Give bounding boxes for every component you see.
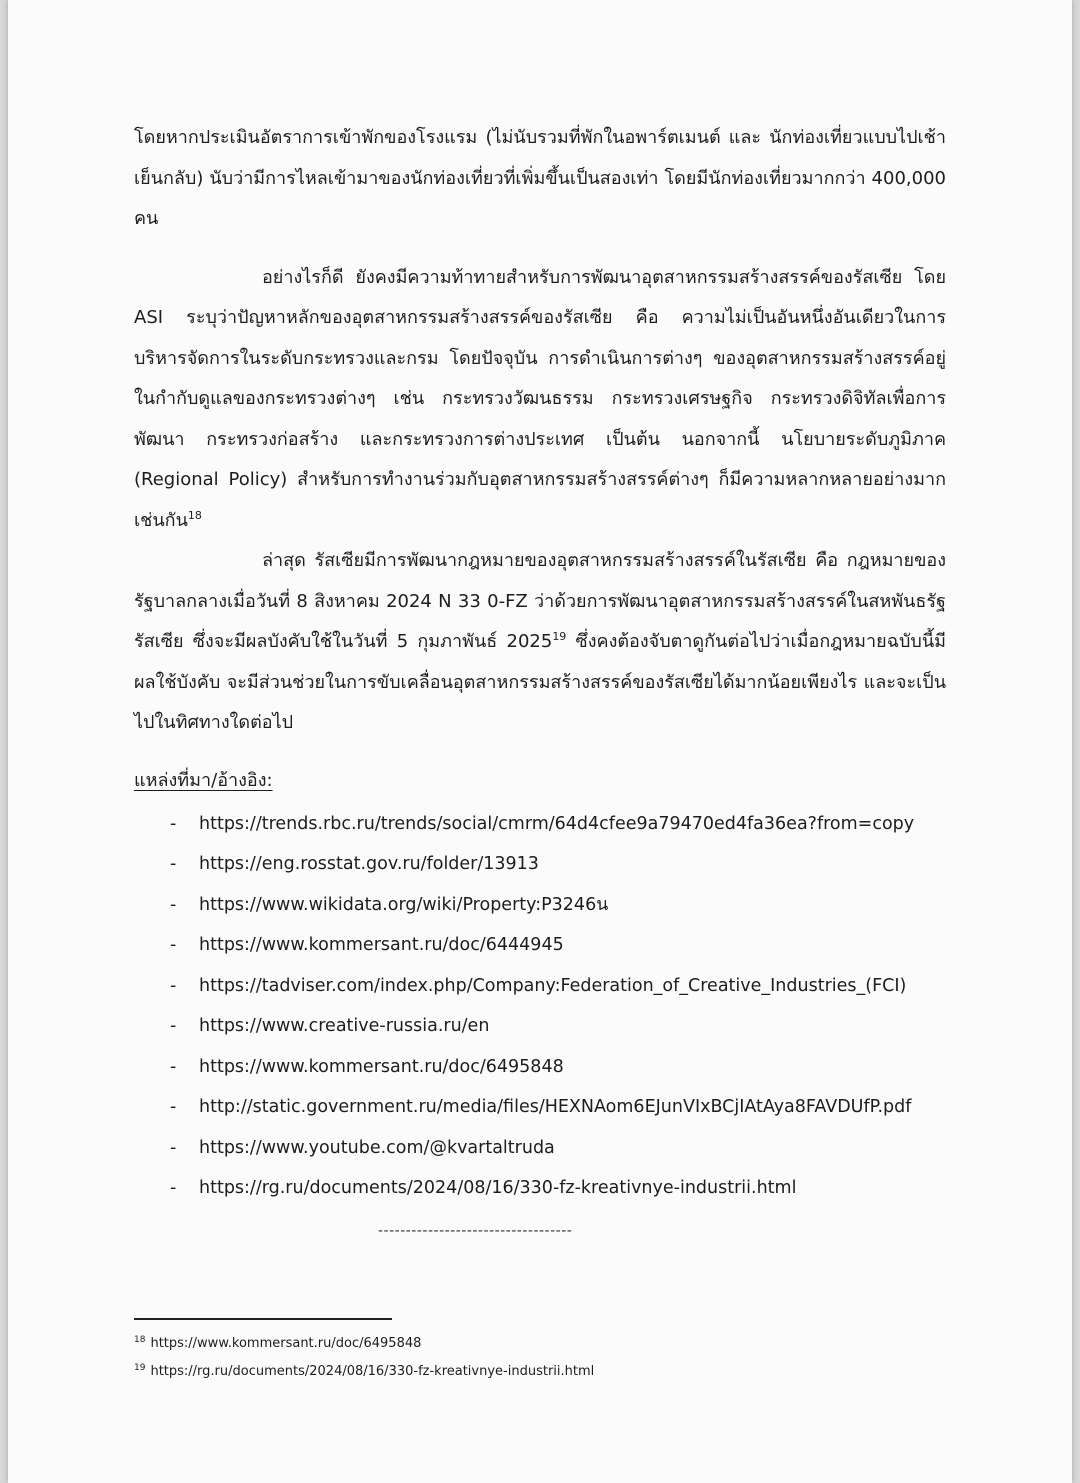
- footnote-link[interactable]: https://rg.ru/documents/2024/08/16/330-fz-kreativnye-industrii.html: [150, 1364, 595, 1379]
- footnotes: [134, 1330, 934, 1386]
- reference-item: [134, 1047, 946, 1088]
- paragraph-hotel-occupancy: [134, 118, 946, 240]
- reference-link[interactable]: https://www.wikidata.org/wiki/Property:P3246น: [199, 894, 609, 915]
- reference-item: [134, 885, 946, 926]
- footnote-18: [134, 1330, 934, 1358]
- list-bullet: -: [170, 935, 177, 955]
- footnote-ref-19[interactable]: 19: [552, 630, 567, 643]
- list-bullet: -: [170, 1178, 177, 1198]
- reference-link[interactable]: https://eng.rosstat.gov.ru/folder/13913: [199, 854, 539, 874]
- heading-colon: :: [266, 769, 273, 791]
- reference-item: [134, 1006, 946, 1047]
- section-separator: -----------------------------------: [378, 1222, 573, 1239]
- footnote-divider: [134, 1318, 392, 1320]
- footnote-ref-18[interactable]: 18: [187, 508, 202, 522]
- reference-link[interactable]: https://rg.ru/documents/2024/08/16/330-fz-kreativnye-industrii.html: [199, 1178, 797, 1198]
- reference-link[interactable]: http://static.government.ru/media/files/HEXNAom6EJunVIxBCjIAtAya8FAVDUfP.pdf: [199, 1097, 912, 1117]
- list-bullet: -: [170, 894, 177, 915]
- list-bullet: -: [170, 1097, 177, 1117]
- references-list: [134, 804, 946, 1209]
- paragraph-new-law: [134, 541, 946, 744]
- list-bullet: -: [170, 975, 177, 996]
- reference-item: [134, 844, 946, 885]
- footnote-19: [134, 1358, 934, 1386]
- paragraph-text: ล่าสุด รัสเซียมีการพัฒนากฎหมายของอุตสาหกรรมสร้างสรรค์ในรัสเซีย คือ กฎหมายของรัฐบาลกลางเมื่อวันที่ 8 สิงหาคม 2024 N 33 0-FZ ว่าด้วยการพัฒนาอุตสาหกรรมสร้างสรรค์ในสหพันธรัฐรัสเซีย ซึ่งจะมีผลบังคับใช้ในวันที่ 5 กุมภาพันธ์ 2025: [134, 550, 946, 652]
- reference-item: [134, 1087, 946, 1128]
- list-bullet: -: [170, 813, 177, 834]
- reference-link[interactable]: https://www.creative-russia.ru/en: [199, 1016, 490, 1036]
- reference-link[interactable]: https://trends.rbc.ru/trends/social/cmrm/64d4cfee9a79470ed4fa36ea?from=copy: [199, 813, 915, 834]
- footnote-number: 19: [134, 1362, 146, 1373]
- reference-item: [134, 1168, 946, 1209]
- references-heading: แหล่งที่มา/อ้างอิง:: [134, 769, 273, 791]
- reference-link[interactable]: https://tadviser.com/index.php/Company:Federation_of_Creative_Industries_(FCI): [199, 975, 907, 996]
- list-bullet: -: [170, 854, 177, 874]
- reference-item: [134, 925, 946, 966]
- footnote-link[interactable]: https://www.kommersant.ru/doc/6495848: [150, 1336, 422, 1351]
- reference-link[interactable]: https://www.kommersant.ru/doc/6444945: [199, 935, 564, 955]
- list-bullet: -: [170, 1056, 177, 1077]
- list-bullet: -: [170, 1137, 177, 1158]
- reference-item: [134, 804, 946, 845]
- document-page: [8, 0, 1072, 1483]
- footnote-number: 18: [134, 1334, 146, 1345]
- list-bullet: -: [170, 1016, 177, 1036]
- reference-link[interactable]: https://www.youtube.com/@kvartaltruda: [199, 1137, 555, 1158]
- paragraph-text: โดยหากประเมินอัตราการเข้าพักของโรงแรม (ไม่นับรวมที่พักในอพาร์ตเมนต์ และ นักท่องเที่ยวแบบไปเช้าเย็นกลับ) นับว่ามีการไหลเข้ามาของนักท่องเที่ยวที่เพิ่มขึ้นเป็นสองเท่า โดยมีนักท่องเที่ยวมากกว่า 400,000 คน: [134, 127, 946, 229]
- document-body: [134, 118, 946, 1239]
- reference-item: [134, 1128, 946, 1169]
- reference-item: [134, 966, 946, 1007]
- paragraph-challenges: [134, 258, 946, 542]
- reference-link[interactable]: https://www.kommersant.ru/doc/6495848: [199, 1056, 564, 1077]
- paragraph-text: อย่างไรก็ดี ยังคงมีความท้าทายสำหรับการพัฒนาอุตสาหกรรมสร้างสรรค์ของรัสเซีย โดย ASI ระบุว่าปัญหาหลักของอุตสาหกรรมสร้างสรรค์ของรัสเซีย คือ ความไม่เป็นอันหนึ่งอันเดียวในการบริหารจัดการในระดับกระทรวงและกรม โดยปัจจุบัน การดำเนินการต่างๆ ของอุตสาหกรรมสร้างสรรค์อยู่ในกำกับดูแลของกระทรวงต่างๆ เช่น กระทรวงวัฒนธรรม กระทรวงเศรษฐกิจ กระทรวงดิจิทัลเพื่อการพัฒนา กระทรวงก่อสร้าง และกระทรวงการต่างประเทศ เป็นต้น นอกจากนี้ นโยบายระดับภูมิภาค (Regional Policy) สำหรับการทำงานร่วมกับอุตสาหกรรมสร้างสรรค์ต่างๆ ก็มีความหลากหลายอย่างมากเช่นกัน: [134, 266, 946, 531]
- paragraph-text: ซึ่งคงต้องจับตาดูกันต่อไปว่าเมื่อกฎหมายฉบับนี้มีผลใช้บังคับ จะมีส่วนช่วยในการขับเคลื่อนอุตสาหกรรมสร้างสรรค์ของรัสเซียได้มากน้อยเพียงไร และจะเป็นไปในทิศทางใดต่อไป: [134, 631, 946, 733]
